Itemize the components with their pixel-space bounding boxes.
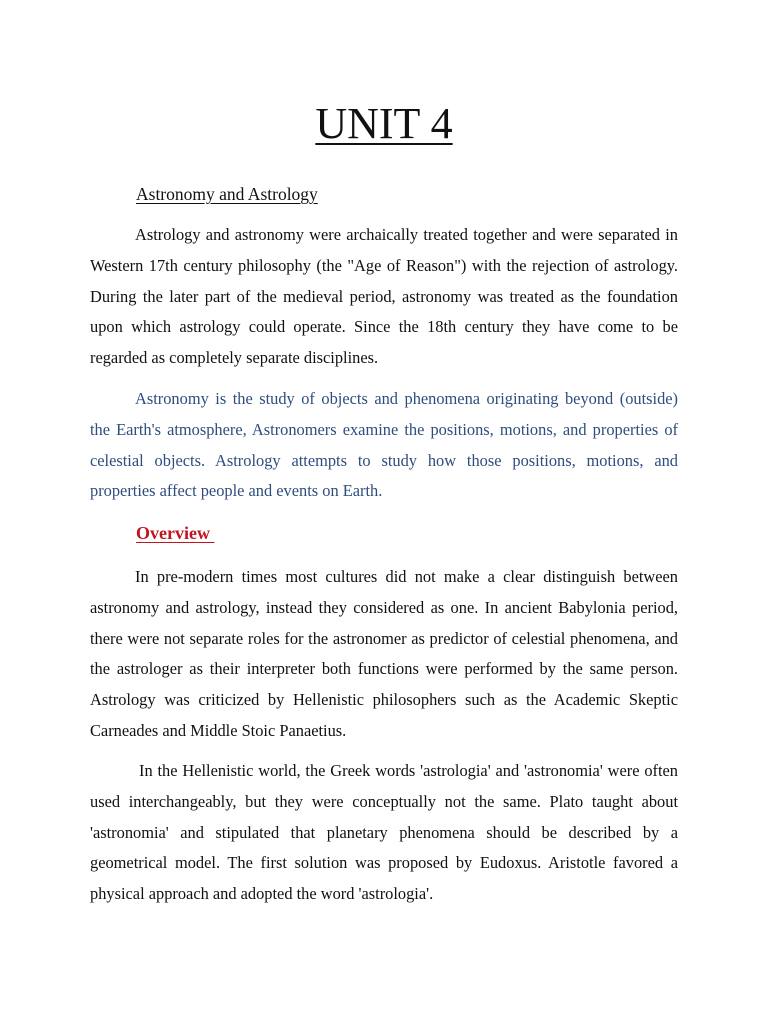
paragraph-hellenistic-world: In the Hellenistic world, the Greek words 'astrologia' and 'astronomia' were often used interchangeably, but they were conceptually not the same. Plato taught about 'astronomia' and stipulated that planetary phenomena should be described by a geometrical model. The first solution was proposed by Eudoxus. Aristotle favored a physical approach and adopted the word 'astrologia'.: [90, 761, 678, 904]
paragraph-astronomy-definition: Astronomy is the study of objects and phenomena originating beyond (outside) the Earth's atmosphere, Astronomers examine the positions, motions, and properties of celestial objects. Astrology attempts to study how those positions, motions, and properties affect people and events on Earth.: [90, 389, 678, 501]
paragraph-premodern-times: In pre-modern times most cultures did not make a clear distinguish between astronomy and astrology, instead they considered as one. In ancient Babylonia period, there were not separate roles for the astronomer as predictor of celestial phenomena, and the astrologer as their interpreter both functions were performed by the same person. Astrology was criticized by Hellenistic philosophers such as the Academic Skeptic Carneades and Middle Stoic Panaetius.: [90, 567, 678, 740]
overview-heading: Overview: [136, 523, 215, 543]
section-heading: Astronomy and Astrology: [136, 184, 318, 204]
unit-title: [0, 96, 768, 152]
unit-title-text: UNIT 4: [315, 99, 453, 148]
paragraph-astrology-history: Astrology and astronomy were archaically treated together and were separated in Western 17th century philosophy (the "Age of Reason") with the rejection of astrology. During the later part of the medieval period, astronomy was treated as the foundation upon which astrology could operate. Since the 18th century they have come to be regarded as completely separate disciplines.: [90, 225, 678, 368]
